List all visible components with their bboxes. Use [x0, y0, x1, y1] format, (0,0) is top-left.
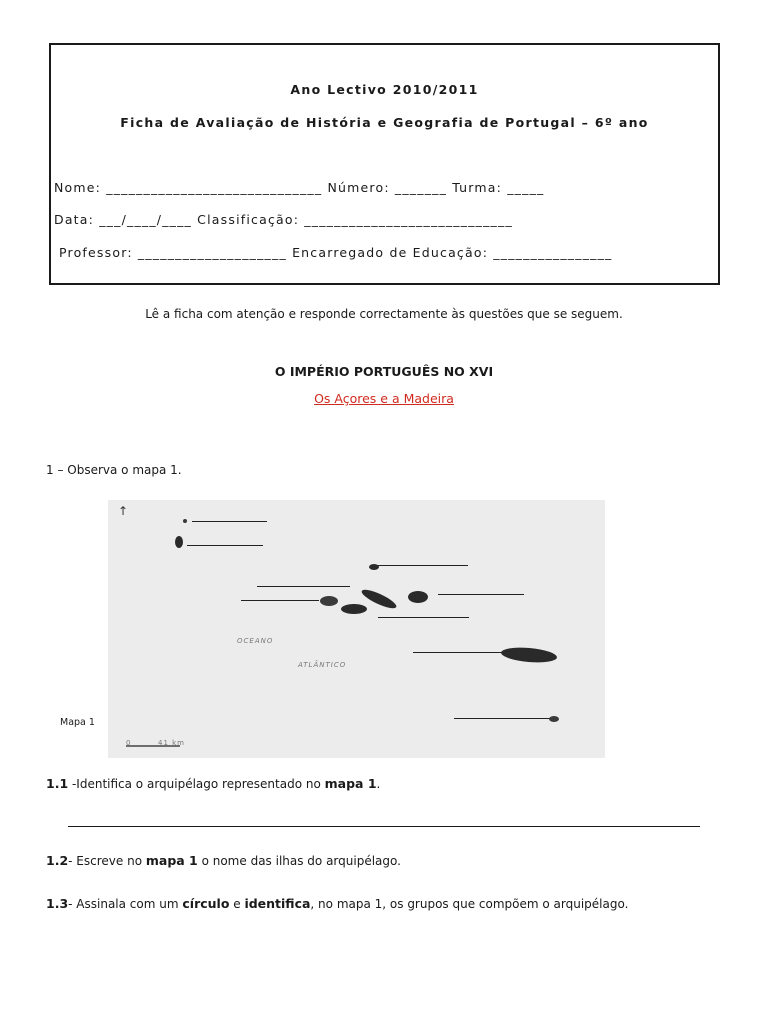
- question-1: 1 – Observa o mapa 1.: [46, 463, 182, 477]
- scale-end: 41 km: [158, 739, 186, 747]
- island-pico: [341, 604, 367, 614]
- map-caption: Mapa 1: [60, 717, 95, 728]
- answer-line-1-1[interactable]: [68, 826, 700, 827]
- island-graciosa: [369, 564, 379, 570]
- section-title: O IMPÉRIO PORTUGUÊS NO XVI: [274, 364, 494, 379]
- question-number: 1.1: [46, 776, 69, 791]
- section-subtitle: Os Açores e a Madeira: [314, 391, 454, 406]
- scale-start: 0: [126, 739, 132, 747]
- question-1-3: 1.3- Assinala com um círculo e identifica, no mapa 1, os grupos que compõem o arquipélago.: [46, 896, 629, 911]
- island-faial: [320, 596, 338, 606]
- island-terceira: [408, 591, 428, 603]
- island-flores: [175, 536, 183, 548]
- map-azores: [108, 500, 605, 758]
- north-arrow-icon: ↑: [118, 504, 130, 518]
- name-number-class-field[interactable]: Nome: _____________________________ Número: _______ Turma: _____: [54, 180, 545, 195]
- question-number: 1.2: [46, 853, 69, 868]
- island-corvo: [183, 519, 187, 523]
- islands-drawing: [108, 500, 605, 758]
- school-year: Ano Lectivo 2010/2011: [290, 82, 479, 97]
- question-number: 1.3: [46, 896, 69, 911]
- island-sao-miguel: [500, 646, 557, 665]
- question-1-2: 1.2- Escreve no mapa 1 o nome das ilhas do arquipélago.: [46, 853, 401, 868]
- question-1-1: 1.1 -Identifica o arquipélago representado no mapa 1.: [46, 776, 381, 791]
- ocean-label: OCEANO: [237, 637, 274, 645]
- date-grade-field[interactable]: Data: ___/____/____ Classificação: ____________________________: [54, 212, 513, 227]
- instructions: Lê a ficha com atenção e responde correctamente às questões que se seguem.: [145, 307, 623, 321]
- student-info-box: [49, 43, 720, 285]
- teacher-guardian-field[interactable]: Professor: ____________________ Encarregado de Educação: ________________: [59, 245, 613, 260]
- atlantic-label: ATLÂNTICO: [298, 661, 347, 669]
- worksheet-title: Ficha de Avaliação de História e Geografia de Portugal – 6º ano: [120, 115, 649, 130]
- island-santa-maria: [549, 716, 559, 722]
